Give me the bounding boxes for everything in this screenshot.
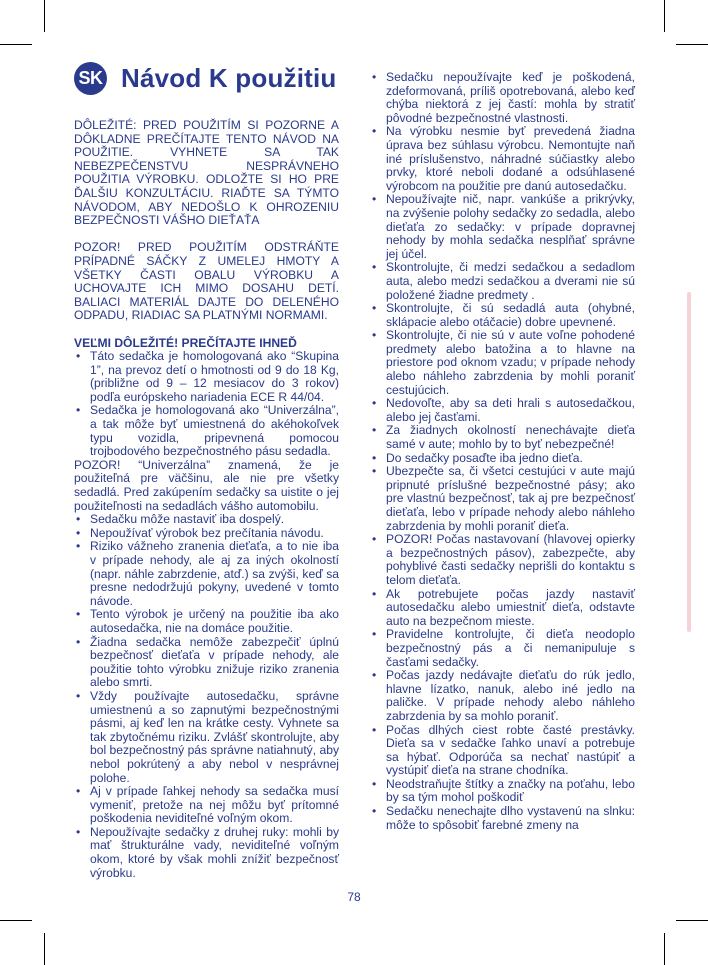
page-title: Návod K použitiu xyxy=(121,63,337,93)
page-number: 78 xyxy=(347,890,361,904)
list-item: • POZOR! Počas nastavovaní (hlavovej opierky a bezpečnostných pásov), zabezpečte, aby pohyblivé časti sedačky neprišli do kontaktu s telom dieťaťa. xyxy=(370,533,635,587)
list-item: • Skontrolujte, či nie sú v aute voľne pohodené predmety alebo batožina a to hlavne na priestore pod oknom vzadu; v prípade nehody alebo náhleho zabrzdenia by mohli poraniť cestujúcich. xyxy=(370,329,635,397)
list-item: • Na výrobku nesmie byť prevedená žiadna úprava bez súhlasu výrobcu. Nemontujte naň iné príslušenstvo, náhradné súčiastky alebo prvky, ktoré neboli dodané a odsúhlasené výrobcom na použitie pre danú autosedačku. xyxy=(370,125,635,193)
crop-mark-bottom-right-h xyxy=(676,920,708,921)
list-item: • Aj v prípade ľahkej nehody sa sedačka musí vymeniť, pretože na nej môžu byť prítomné poškodenia neviditeľné voľným okom. xyxy=(74,785,339,826)
list-item: • Sedačku nepoužívajte keď je poškodená, zdeformovaná, príliš opotrebovaná, alebo keď chýba niektorá z jej častí: mohla by stratiť pôvodné bezpečnostné vlastnosti. xyxy=(370,71,635,125)
crop-mark-bottom-right-v xyxy=(664,933,665,965)
crop-mark-bottom-left-h xyxy=(0,920,32,921)
list-item: • Ak potrebujete počas jazdy nastaviť autosedačku alebo umiestniť dieťa, odstavte auto na bezpečnom mieste. xyxy=(370,588,635,629)
crop-mark-top-right-h xyxy=(676,44,708,45)
right-column xyxy=(370,71,635,832)
list-item: • Neodstraňujte štítky a značky na poťahu, lebo by sa tým mohol poškodiť xyxy=(370,778,635,805)
page-header xyxy=(74,62,337,95)
list-item: • Pravidelne kontrolujte, či dieťa neodoplo bezpečnostný pás a či nemanipuluje s časťami sedačky. xyxy=(370,628,635,669)
language-side-tab xyxy=(687,292,691,632)
safety-list-left xyxy=(74,513,339,880)
list-item: • Nepoužívajte nič, napr. vankúše a prikrývky, na zvýšenie polohy sedačky zo sedadla, alebo dieťaťa zo sedačky: v prípade dopravnej nehody by mohla sedačka nesplňať správne jej účel. xyxy=(370,193,635,261)
list-item: • Sedačka je homologovaná ako “Univerzálna”, a tak môže byť umiestnená do akéhokoľvek typu vozidla, pripevnená pomocou trojbodového bezpečnostného pásu sedadla. xyxy=(74,404,339,458)
list-item: • Skontrolujte, či sú sedadlá auta (ohybné, sklápacie alebo otáčacie) dobre upevnené. xyxy=(370,302,635,329)
list-item: • Počas jazdy nedávajte dieťaťu do rúk jedlo, hlavne lízatko, nanuk, alebo iné jedlo na paličke. V prípade nehody alebo náhleho zabrzdenia by sa mohlo poraniť. xyxy=(370,669,635,723)
universal-note: POZOR! “Univerzálna” znamená, že je použiteľná pre väčšinu, ale nie pre všetky sedadlá. Pred zakúpením sedačky sa uistite o jej použiteľnosti na sedadlách vášho automobilu. xyxy=(74,457,339,513)
list-item: • Tento výrobok je určený na použitie iba ako autosedačka, nie na domáce použitie. xyxy=(74,608,339,635)
list-item: • Nedovoľte, aby sa deti hrali s autosedačkou, alebo jej časťami. xyxy=(370,397,635,424)
left-column xyxy=(74,119,339,880)
intro-paragraph-important: DÔLEŽITÉ: PRED POUŽITÍM SI POZORNE A DÔKLADNE PREČÍTAJTE TENTO NÁVOD NA POUŽITIE. VYHNETE SA TAK NEBEZPEČENSTVU NESPRÁVNEHO POUŽITIA VÝROBKU. ODLOŽTE SI HO PRE ĎALŠIU KONZULTÁCIU. RIAĎTE SA TÝMTO NÁVODOM, ABY NEDOŠLO K OHROZENIU BEZPEČNOSTI VÁŠHO DIEŤAŤA xyxy=(74,118,339,228)
crop-mark-top-left-v xyxy=(44,0,45,32)
list-item: • Táto sedačka je homologovaná ako “Skupina 1”, na prevoz detí o hmotnosti od 9 do 18 Kg, (približne od 9 – 12 mesiacov do 3 rokov) podľa európskeho nariadenia ECE R 44/04. xyxy=(74,350,339,404)
crop-mark-top-right-v xyxy=(664,0,665,32)
crop-mark-bottom-left-v xyxy=(44,933,45,965)
list-item: • Sedačku môže nastaviť iba dospelý. xyxy=(74,513,339,527)
list-item: • Nepoužívajte sedačky z druhej ruky: mohli by mať štrukturálne vady, neviditeľné voľným okom, ktoré by však mohli znížiť bezpečnosť výrobku. xyxy=(74,826,339,880)
list-item: • Vždy používajte autosedačku, správne umiestnenú a so zapnutými bezpečnostnými pásmi, aj keď len na krátke cesty. Vyhnete sa tak zbytočnému riziku. Zvlášť skontrolujte, aby bol bezpečnostný pás správne natiahnutý, aby nebol pokrútený a aby nebol v nesprávnej polohe. xyxy=(74,690,339,785)
list-item: • Za žiadnych okolností nenechávajte dieťa samé v aute; mohlo by to byť nebezpečné! xyxy=(370,424,635,451)
safety-list-right xyxy=(370,71,635,832)
crop-mark-top-left-h xyxy=(0,44,32,45)
list-item: • Žiadna sedačka nemôže zabezpečiť úplnú bezpečnosť dieťaťa v prípade nehody, ale použitie tohto výrobku znižuje riziko zranenia alebo smrti. xyxy=(74,636,339,690)
section-heading: VEĽMI DÔLEŽITÉ! PREČÍTAJTE IHNEĎ xyxy=(74,335,297,350)
list-item: • Ubezpečte sa, či všetci cestujúci v aute majú pripnuté príslušné bezpečnostné pásy; ako pre vlastnú bezpečnosť, tak aj pre bezpečnosť dieťaťa, lebo v prípade nehody alebo náhleho zabrzdenia by mohli poraniť dieťa. xyxy=(370,465,635,533)
list-item: • Nepoužívať výrobok bez prečítania návodu. xyxy=(74,527,339,541)
list-item: • Počas dlhých ciest robte časté prestávky. Dieťa sa v sedačke ľahko unaví a potrebuje sa hýbať. Odporúča sa nechať nastúpiť a vystúpiť dieťa na strane chodníka. xyxy=(370,724,635,778)
intro-paragraph-warning: POZOR! PRED POUŽITÍM ODSTRÁŇTE PRÍPADNÉ SÁČKY Z UMELEJ HMOTY A VŠETKY ČASTI OBALU VÝROBKU A UCHOVAJTE ICH MIMO DOSAHU DETÍ. BALIACI MATERIÁL DAJTE DO DELENÉHO ODPADU, RIADIAC SA PLATNÝMI NORMAMI. xyxy=(74,240,339,323)
list-item: • Riziko vážneho zranenia dieťaťa, a to nie iba v prípade nehody, ale aj za iných okolností (napr. náhle zabrzdenie, atď.) sa zvýši, keď sa presne nedodržujú pokyny, uvedené v tomto návode. xyxy=(74,540,339,608)
homologation-list xyxy=(74,350,339,459)
list-item: • Sedačku nenechajte dlho vystavenú na slnku: môže to spôsobiť farebné zmeny na xyxy=(370,805,635,832)
list-item: • Skontrolujte, či medzi sedačkou a sedadlom auta, alebo medzi sedačkou a dverami nie sú položené žiadne predmety . xyxy=(370,261,635,302)
language-badge: SK xyxy=(74,62,107,95)
list-item: • Do sedačky posaďte iba jedno dieťa. xyxy=(370,452,635,466)
